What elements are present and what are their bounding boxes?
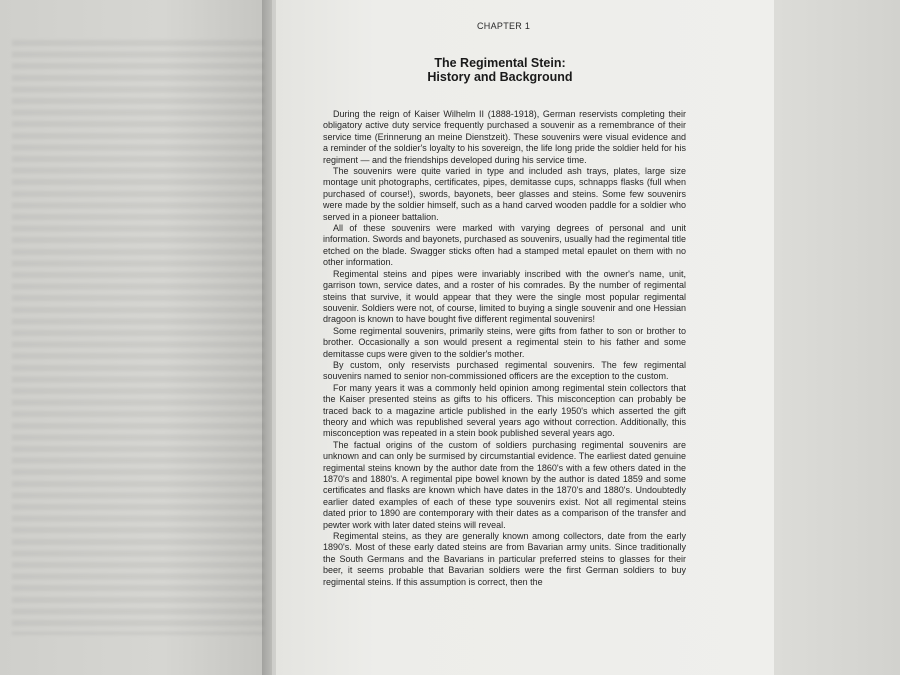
chapter-title-line-1: The Regimental Stein: [434,56,566,70]
paragraph: All of these souvenirs were marked with varying degrees of personal and unit information. Swords and bayonets, purchased as souvenirs, usually had the regimental title etched on the blade. Swagger sticks often had a stamped metal epaulet on them with no other information. [323,223,686,268]
chapter-label: CHAPTER 1 [477,21,531,31]
paragraph: Some regimental souvenirs, primarily steins, were gifts from father to son or brother to brother. Occasionally a son would present a regimental stein to his father and some demitasse cups were given to the soldier's mother. [323,325,686,359]
paragraph: The souvenirs were quite varied in type and included ash trays, plates, large size montage unit photographs, certificates, pipes, demitasse cups, schnapps flasks (full when purchased of course!), swords, bayonets, beer glasses and steins. Some few souvenirs were made by the soldier himself, such as a hand carved wooden paddle for a soldier who served in a pioneer battalion. [323,166,686,222]
paragraph: Regimental steins and pipes were invariably inscribed with the owner's name, unit, garrison town, service dates, and a roster of his comrades. By the number of regimental steins that survive, it would appear that they were the single most popular regimental souvenir. Soldiers were not, of course, limited to buying a single souvenir and one Hessian dragoon is known to have bought five different regimental souvenirs! [323,268,686,325]
chapter-title-line-2: History and Background [427,70,573,84]
bleed-through-text [12,40,264,635]
paragraph: By custom, only reservists purchased regimental souvenirs. The few regimental souvenirs named to senior non-commissioned officers are the exception to the custom. [323,359,686,382]
paragraph: The factual origins of the custom of soldiers purchasing regimental souvenirs are unknown and can only be surmised by circumstantial evidence. The earliest dated genuine regimental steins known by the author date from the 1860's with a few others dated in the 1870's and 1880's. A regimental pipe bowel known by the author is dated 1859 and some certificates and flasks are known which have dates in the 1870's and 1880's. Undoubtedly earlier dated examples of each of these type souvenirs exist. Not all regimental steins dated prior to 1890 are contemporary with their dates as a comparison of the transfer and pewter work with later dated steins will reveal. [323,439,686,530]
facing-page [0,0,272,675]
paragraph: For many years it was a commonly held opinion among regimental stein collectors that the Kaiser presented steins as gifts to his officers. This misconception can probably be traced back to a magazine article published in the early 1950's which asserted the gift theory and which was republished several years ago without correction. Additionally, this misconception was repeated in a stein book published several years ago. [323,382,686,439]
paragraph: Regimental steins, as they are generally known among collectors, date from the early 1890's. Most of these early dated steins are from Bavarian army units. Since traditionally the South Germans and the Bavarians in particular preferred steins to glasses for their beer, it seems probable that Bavarian soldiers were the first German soldiers to buy regimental steins. If this assumption is correct, then the [323,531,686,587]
paragraph: During the reign of Kaiser Wilhelm II (1888-1918), German reservists completing their obligatory active duty service frequently purchased a souvenir as a remembrance of their service time (Erinnerung an meine Dienstzeit). These souvenirs were visual evidence and a reminder of the soldier's loyalty to his sovereign, the life long pride the soldier held for his regiment — and the friendships developed during his service time. [323,109,686,165]
page-edge [774,0,900,675]
body-text [323,109,686,588]
